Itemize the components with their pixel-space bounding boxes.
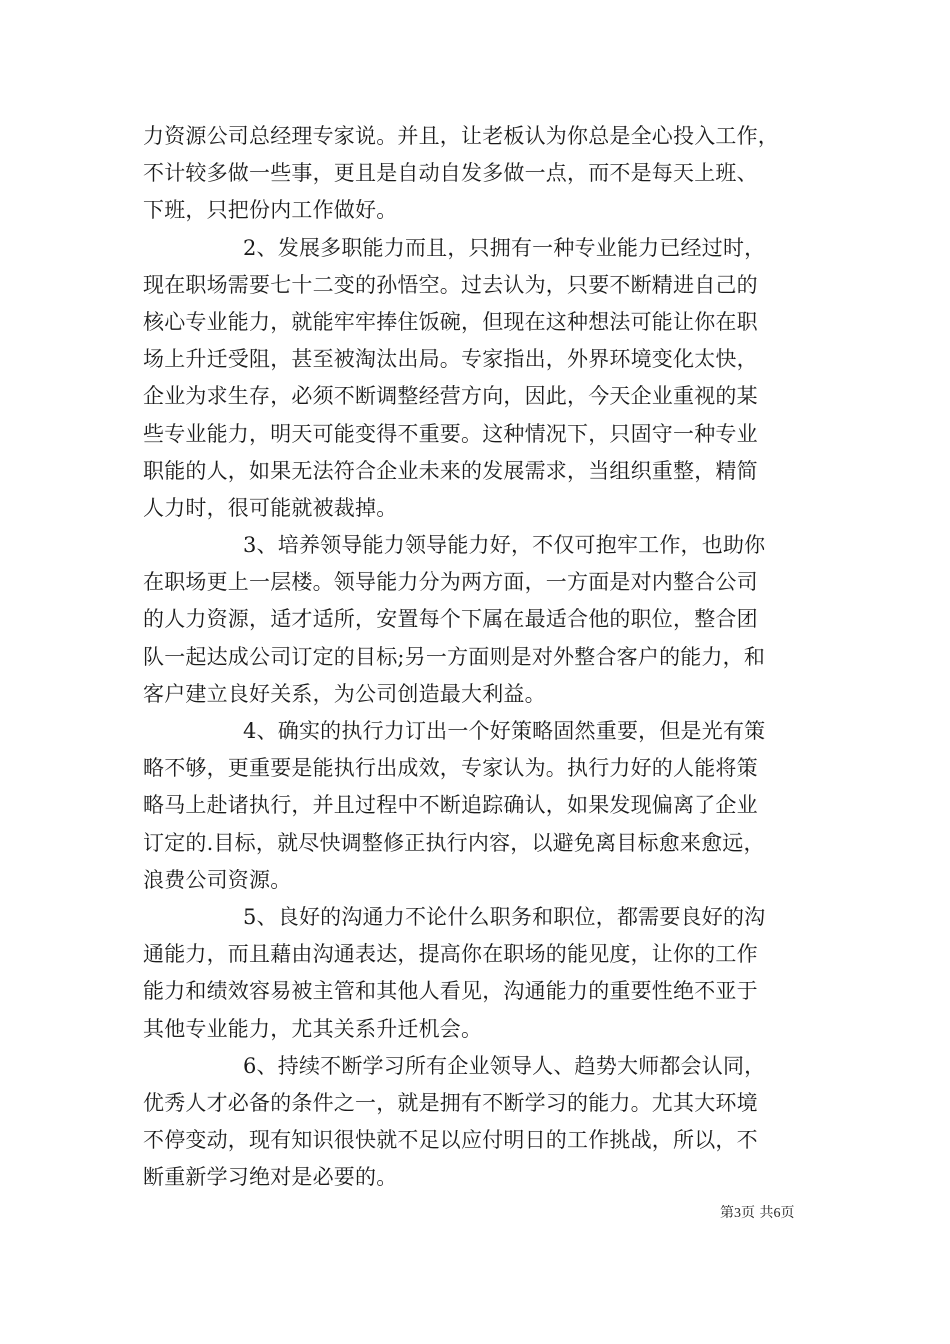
- text-line: 下班，只把份内工作做好。: [143, 198, 398, 223]
- footer-suffix: 页: [780, 1205, 795, 1221]
- text-line: 通能力，而且藉由沟通表达，提高你在职场的能见度，让你的工作: [143, 942, 758, 967]
- text-line: 客户建立良好关系，为公司创造最大利益。: [143, 681, 546, 706]
- text-line: 3、培养领导能力领导能力好，不仅可抱牢工作，也助你: [243, 533, 766, 558]
- text-line: 企业为求生存，必须不断调整经营方向，因此，今天企业重视的某: [143, 384, 758, 409]
- text-line: 的人力资源，适才适所，安置每个下属在最适合他的职位，整合团: [143, 607, 758, 632]
- text-line: 职能的人，如果无法符合企业未来的发展需求，当组织重整，精简: [143, 458, 758, 483]
- text-line: 人力时，很可能就被裁掉。: [143, 495, 398, 520]
- page-footer: [720, 1204, 794, 1223]
- footer-prefix: 第: [720, 1205, 734, 1221]
- text-line: 能力和绩效容易被主管和其他人看见，沟通能力的重要性绝不亚于: [143, 979, 758, 1004]
- text-line: 2、发展多职能力而且，只拥有一种专业能力已经过时，: [243, 235, 766, 260]
- text-line: 些专业能力，明天可能变得不重要。这种情况下，只固守一种专业: [143, 421, 758, 446]
- text-line: 不停变动，现有知识很快就不足以应付明日的工作挑战，所以，不: [143, 1128, 758, 1153]
- text-line: 订定的.目标，就尽快调整修正执行内容，以避免离目标愈来愈远，: [143, 830, 765, 855]
- text-line: 队一起达成公司订定的目标;另一方面则是对外整合客户的能力，和: [143, 644, 766, 669]
- text-line: 略不够，更重要是能执行出成效，专家认为。执行力好的人能将策: [143, 756, 758, 781]
- text-line: 现在职场需要七十二变的孙悟空。过去认为，只要不断精进自己的: [143, 272, 758, 297]
- text-line: 浪费公司资源。: [143, 867, 292, 892]
- footer-current-page: 3: [734, 1206, 741, 1221]
- text-line: 核心专业能力，就能牢牢捧住饭碗，但现在这种想法可能让你在职: [143, 309, 758, 334]
- text-line: 力资源公司总经理专家说。并且，让老板认为你总是全心投入工作，: [143, 124, 779, 148]
- text-line: 6、持续不断学习所有企业领导人、趋势大师都会认同，: [243, 1053, 766, 1078]
- text-line: 断重新学习绝对是必要的。: [143, 1165, 398, 1190]
- text-line: 优秀人才必备的条件之一，就是拥有不断学习的能力。尤其大环境: [143, 1090, 758, 1115]
- footer-total-pages: 6: [773, 1206, 781, 1221]
- text-line: 4、确实的执行力订出一个好策略固然重要，但是光有策: [243, 719, 766, 743]
- text-line: 其他专业能力，尤其关系升迁机会。: [143, 1016, 483, 1041]
- body-text: [143, 118, 811, 1196]
- text-line: 略马上赴诸执行，并且过程中不断追踪确认，如果发现偏离了企业: [143, 793, 758, 818]
- text-line: 不计较多做一些事，更且是自动自发多做一点，而不是每天上班、: [143, 161, 758, 186]
- text-line: 场上升迁受阻，甚至被淘汰出局。专家指出，外界环境变化太快，: [143, 347, 758, 372]
- text-line: 在职场更上一层楼。领导能力分为两方面，一方面是对内整合公司: [143, 570, 758, 595]
- text-line: 5、良好的沟通力不论什么职务和职位，都需要良好的沟: [243, 904, 766, 929]
- footer-middle: 页 共: [741, 1205, 774, 1221]
